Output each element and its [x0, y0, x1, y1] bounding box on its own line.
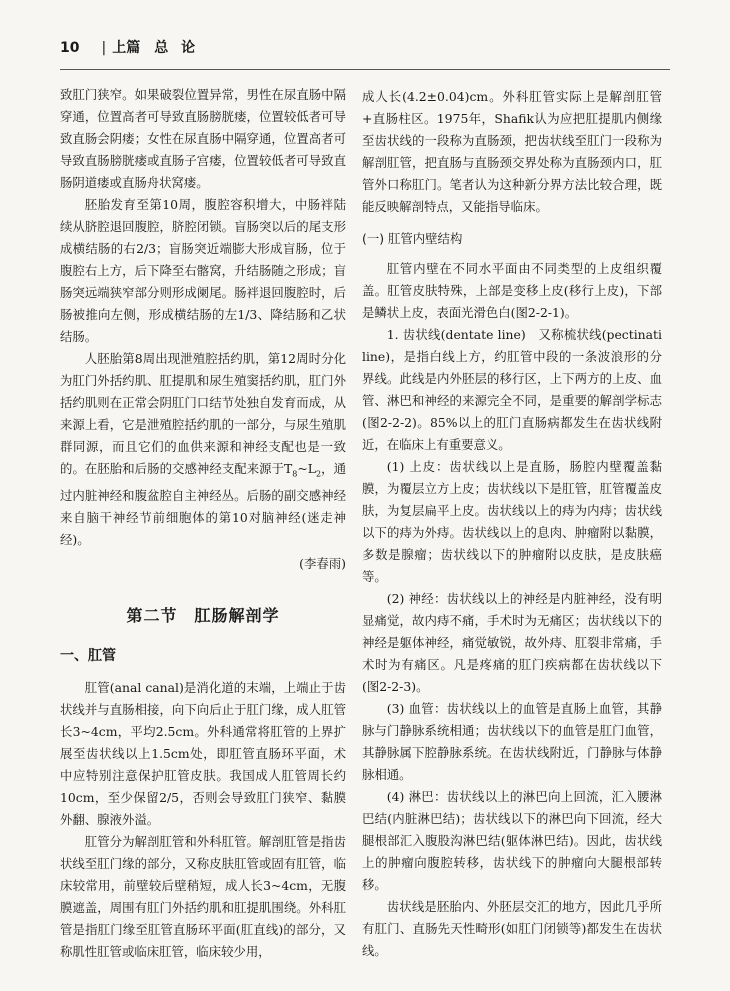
- heading-inner-wall: (一) 肛管内壁结构: [362, 231, 463, 246]
- text-run: 人胚胎第8周出现泄殖腔括约肌，第12周时分化为肛门外括约肌、肛提肌和尿生殖窦括约肌，肛门外括约肌则在正常会阴肛门口结节处独自发育而成，从来源上看，它是泄殖腔括约肌的一部分，与尿生殖肌群同源，而且它们的血供来源和神经支配也是一致的。在胚胎和后肠的交感神经支配来源于T: [60, 351, 346, 476]
- subsection-title: 一、肛管: [60, 648, 116, 665]
- paragraph: 肛管(anal canal)是消化道的末端，上端止于齿状线并与直肠相接，向下向后止于肛门缘，成人肛管长3~4cm，平均2.5cm。外科通常将肛管的上界扩展至齿状线以上1.5cm处，即肛管直肠环平面，术中应特别注意保护肛管皮肤。我国成人肛管周长约10cm，至少保留2/5，否则会导致肛门狭窄、黏膜外翻、腺液外溢。: [60, 680, 346, 828]
- author-credit: (李春雨): [299, 556, 346, 572]
- header-separator: |: [101, 40, 107, 56]
- paragraph: 致肛门狭窄。如果破裂位置异常，男性在尿直肠中隔穿通，位置高者可导致直肠膀胱瘘，位置较低者可导致直肠会阴瘘；女性在尿直肠中隔穿通，位置高者可导致直肠膀胱瘘或直肠子宫瘘，位置较低者可导致直肠阴道瘘或直肠舟状窝瘘。: [60, 87, 346, 190]
- paragraph: 齿状线是胚胎内、外胚层交汇的地方，因此几乎所有肛门、直肠先天性畸形(如肛门闭锁等)都发生在齿状线。: [362, 899, 662, 958]
- page-number: 10: [60, 40, 80, 56]
- paragraph: [60, 348, 346, 551]
- paragraph: (1) 上皮：齿状线以上是直肠，肠腔内壁覆盖黏膜，为覆层立方上皮；齿状线以下是肛管，肛管覆盖皮肤，为复层扁平上皮。齿状线以上的痔为内痔；齿状线以下的痔为外痔。齿状线以上的息肉、肿瘤附以黏膜，多数是腺瘤；齿状线以下的肿瘤附以皮肤，是皮肤癌等。: [362, 459, 662, 584]
- paragraph: 成人长(4.2±0.04)cm。外科肛管实际上是解剖肛管+直肠柱区。1975年，Shafik认为应把肛提肌内侧缘至齿状线的一段称为直肠颈，把齿状线至肛门一段称为解剖肛管，把直肠与直肠颈交界处称为直肠颈内口，肛管外口称肛门。笔者认为这种新分界方法比较合理，既能反映解剖特点，又能指导临床。: [362, 89, 662, 214]
- chapter-title: 总 论: [154, 40, 200, 56]
- paragraph: (4) 淋巴：齿状线以上的淋巴向上回流，汇入腰淋巴结(内脏淋巴结)；齿状线以下的淋巴向下回流，经大腿根部汇入腹股沟淋巴结(躯体淋巴结)。因此，齿状线上的肿瘤向腹腔转移，齿状线下的肿瘤向大腿根部转移。: [362, 789, 662, 892]
- paragraph: (3) 血管：齿状线以上的血管是直肠上血管，其静脉与门静脉系统相通；齿状线以下的血管是肛门血管，其静脉属下腔静脉系统。在齿状线附近，门静脉与体静脉相通。: [362, 701, 662, 782]
- paragraph: 胚胎发育至第10周，腹腔容积增大，中肠袢陆续从脐腔退回腹腔，脐腔闭锁。盲肠突以后的尾支形成横结肠的右2/3；盲肠突近端膨大形成盲肠，位于腹腔右上方，后下降至右髂窝，升结肠随之形成；盲肠突远端狭窄部分则形成阑尾。肠袢退回腹腔时，后肠被推向左侧，形成横结肠的左1/3、降结肠和乙状结肠。: [60, 197, 346, 344]
- book-part: 上篇: [112, 40, 141, 56]
- subscript: 2: [316, 469, 322, 479]
- text-run: ~L: [297, 461, 317, 476]
- right-column: [362, 86, 662, 962]
- running-header: [60, 37, 199, 59]
- text-run: ，通过内脏神经和腹盆腔自主神经丛。后肠的副交感神经来自脑干神经节前细胞体的第10对脑神经(迷走神经)。: [60, 461, 347, 548]
- section-title: 第二节 肛肠解剖学: [126, 606, 280, 626]
- header-rule: [60, 69, 670, 70]
- subscript: 8: [292, 469, 298, 479]
- paragraph: 1. 齿状线(dentate line) 又称梳状线(pectinati line)，是指白线上方，约肛管中段的一条波浪形的分界线。此线是内外胚层的移行区，上下两方的上皮、血管、淋巴和神经的来源完全不同，是重要的解剖学标志(图2-2-2)。85%以上的肛门直肠病都发生在齿状线附近，在临床上有重要意义。: [362, 327, 662, 452]
- paragraph: 肛管分为解剖肛管和外科肛管。解剖肛管是指齿状线至肛门缘的部分，又称皮肤肛管或固有肛管，临床较常用，前壁较后壁稍短，成人长3~4cm，无腹膜遮盖，周围有肛门外括约肌和肛提肌围绕。外科肛管是指肛门缘至肛管直肠环平面(肛直线)的部分，又称肌性肛管或临床肛管，临床较少用，: [60, 834, 346, 960]
- paragraph: 肛管内壁在不同水平面由不同类型的上皮组织覆盖。肛管皮肤特殊，上部是变移上皮(移行上皮)，下部是鳞状上皮，表面光滑色白(图2-2-1)。: [362, 261, 662, 320]
- paragraph: (2) 神经：齿状线以上的神经是内脏神经，没有明显痛觉，故内痔不痛，手术时为无痛区；齿状线以下的神经是躯体神经，痛觉敏锐，故外痔、肛裂非常痛，手术时为有痛区。凡是疼痛的肛门疾病都在齿状线以下(图2-2-3)。: [362, 591, 662, 694]
- left-column: [60, 84, 346, 963]
